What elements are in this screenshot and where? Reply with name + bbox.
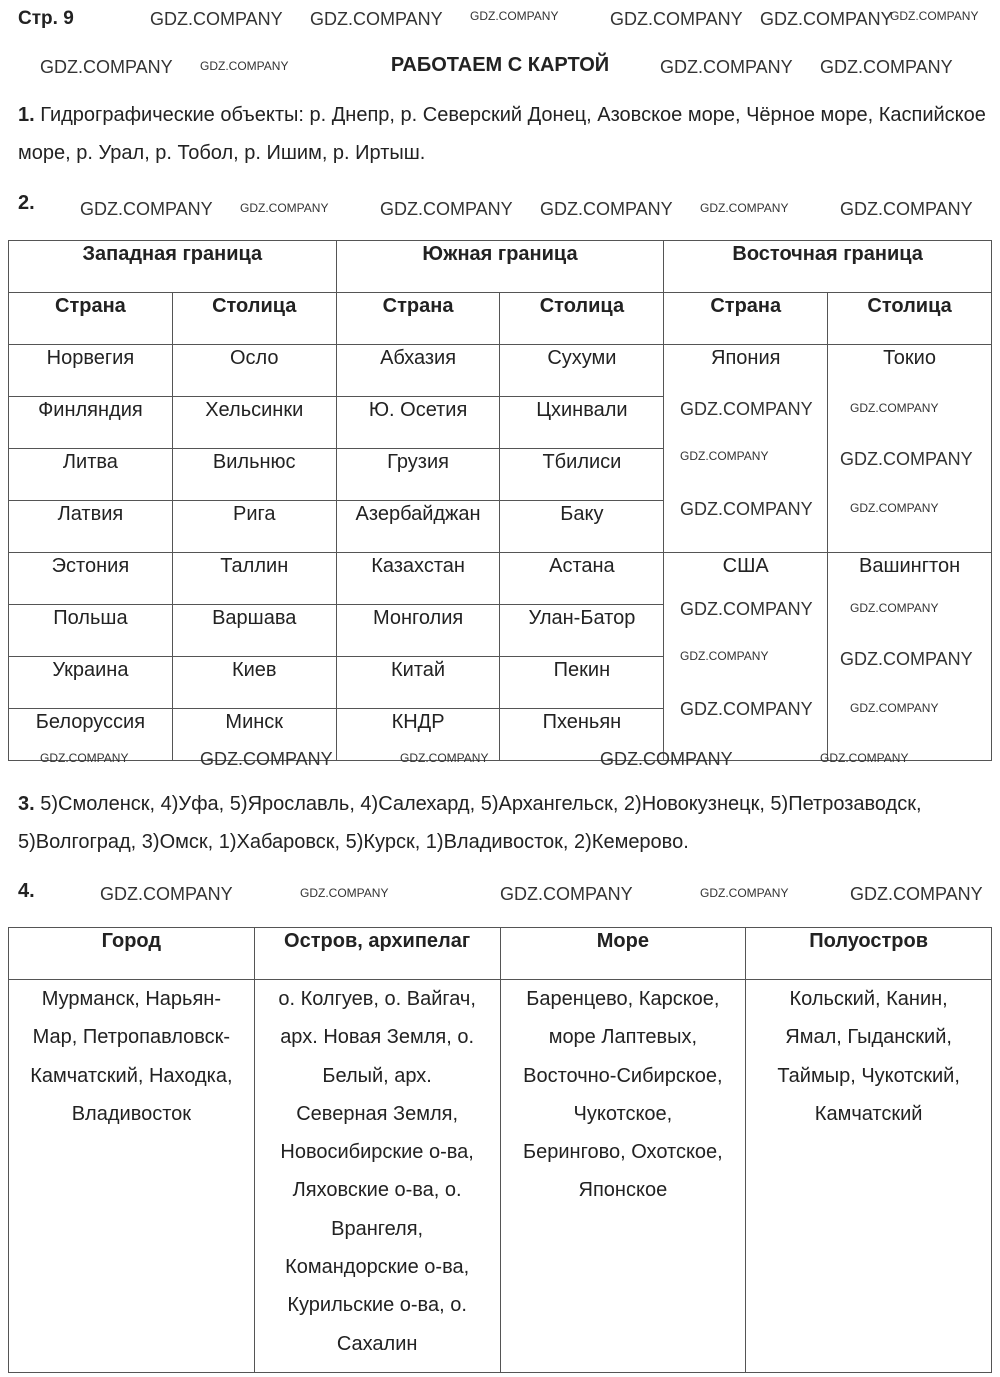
cell-line: Японское [578,1179,668,1202]
seas-cell [500,980,746,1373]
header-west: Западная граница [9,241,337,293]
country-cell: Литва [9,449,173,501]
country-cell: Монголия [336,605,500,657]
country-cell: Польша [9,605,173,657]
capital-cell: Пекин [500,657,664,709]
cell-line: Баренцево, Карское, [526,988,720,1010]
task-4-label: 4. [18,880,35,902]
task-3-text: 5)Смоленск, 4)Уфа, 5)Ярославль, 4)Салехард, 5)Архангельск, 2)Новокузнецк, 5)Петрозаводск, 5)Волгоград, 3)Омск, 1)Хабаровск, 5)Курск, 1)Владивосток, 2)Кемерово. [18,793,922,853]
task-1 [18,96,988,172]
cell-line: арх. Новая Земля, о. [280,1026,475,1049]
watermark: GDZ.COMPANY [380,199,513,219]
country-cell: Ю. Осетия [336,397,500,449]
cell-line: Мар, Петропавловск- [32,1026,231,1049]
borders-table [8,240,992,761]
country-cell: Финляндия [9,397,173,449]
watermark: GDZ.COMPANY [680,599,813,619]
country-cell: Азербайджан [336,501,500,553]
cell-line: Новосибирские о-ва, [280,1141,474,1164]
capital-cell: Осло [172,345,336,397]
capital-cell: Таллин [172,553,336,605]
country-cell: КНДР [336,709,500,761]
watermark: GDZ.COMPANY [40,751,129,765]
capital-cell: Тбилиси [500,449,664,501]
watermark: GDZ.COMPANY [820,751,909,765]
watermark: GDZ.COMPANY [80,199,213,219]
watermark: GDZ.COMPANY [850,601,939,615]
cell-line: море Лаптевых, [548,1026,698,1049]
page-number: Стр. 9 [18,8,74,29]
country-cell: Латвия [9,501,173,553]
watermark: GDZ.COMPANY [680,699,813,719]
cell-line: Ямал, Гыданский, [785,1026,952,1049]
capital-cell: Рига [172,501,336,553]
watermark: GDZ.COMPANY [700,886,789,900]
capital-cell: Варшава [172,605,336,657]
country-cell: США [664,553,828,761]
watermark: GDZ.COMPANY [680,449,769,463]
watermark: GDZ.COMPANY [100,884,233,904]
table-row [9,345,992,397]
task-3-number: 3. [18,793,35,815]
watermark: GDZ.COMPANY [40,57,173,77]
watermark: GDZ.COMPANY [840,649,973,669]
watermark: GDZ.COMPANY [840,199,973,219]
country-cell: Япония [664,345,828,553]
watermark: GDZ.COMPANY [240,201,329,215]
watermark: GDZ.COMPANY [500,884,633,904]
capital-cell: Астана [500,553,664,605]
watermark: GDZ.COMPANY [600,749,733,769]
watermark: GDZ.COMPANY [850,501,939,515]
watermark: GDZ.COMPANY [400,751,489,765]
header-city: Город [9,928,255,980]
capital-cell: Вашингтон [828,553,992,761]
watermark: GDZ.COMPANY [680,399,813,419]
watermark: GDZ.COMPANY [470,9,559,23]
task-1-text: Гидрографические объекты: р. Днепр, р. Северский Донец, Азовское море, Чёрное море, Каспийское море, р. Урал, р. Тобол, р. Ишим, р. Иртыш. [18,104,986,164]
subheader-capital: Столица [172,293,336,345]
watermark: GDZ.COMPANY [150,9,283,29]
watermark: GDZ.COMPANY [840,449,973,469]
header-sea: Море [500,928,746,980]
capital-cell: Вильнюс [172,449,336,501]
watermark: GDZ.COMPANY [660,57,793,77]
capital-cell: Киев [172,657,336,709]
watermark: GDZ.COMPANY [760,9,893,29]
cell-line: Таймыр, Чукотский, [777,1064,960,1087]
header-south: Южная граница [336,241,664,293]
cell-line: Чукотское, [573,1102,673,1125]
cell-line: Ляховские о-ва, о. [292,1179,462,1202]
watermark: GDZ.COMPANY [310,9,443,29]
watermark: GDZ.COMPANY [680,649,769,663]
capital-cell: Пхеньян [500,709,664,761]
geography-objects-table [8,927,992,1373]
watermark: GDZ.COMPANY [820,57,953,77]
watermark: GDZ.COMPANY [540,199,673,219]
cell-line: Командорские о-ва, [285,1256,470,1279]
subheader-capital: Столица [828,293,992,345]
header-peninsula: Полуостров [746,928,992,980]
cell-line: Восточно-Сибирское, [523,1064,723,1087]
task-4-number [18,872,58,910]
cell-line: Кольский, Канин, [789,988,948,1010]
country-cell: Эстония [9,553,173,605]
country-cell: Абхазия [336,345,500,397]
header-island: Остров, архипелаг [254,928,500,980]
subheader-country: Страна [336,293,500,345]
cell-line: Берингово, Охотское, [523,1141,723,1164]
capital-cell: Минск [172,709,336,761]
peninsulas-cell [746,980,992,1373]
capital-cell: Токио [828,345,992,553]
header-east: Восточная граница [664,241,992,293]
cell-line: Врангеля, [331,1217,424,1240]
country-cell: Китай [336,657,500,709]
country-cell: Норвегия [9,345,173,397]
country-cell: Белоруссия [9,709,173,761]
watermark: GDZ.COMPANY [850,401,939,415]
capital-cell: Сухуми [500,345,664,397]
watermark: GDZ.COMPANY [700,201,789,215]
watermark: GDZ.COMPANY [890,9,979,23]
watermark: GDZ.COMPANY [850,701,939,715]
watermark: GDZ.COMPANY [200,749,333,769]
capital-cell: Хельсинки [172,397,336,449]
watermark: GDZ.COMPANY [300,886,389,900]
country-cell: Грузия [336,449,500,501]
capital-cell: Баку [500,501,664,553]
task-1-number: 1. [18,104,35,126]
watermark: GDZ.COMPANY [200,59,289,73]
table-row [9,553,992,605]
country-cell: Казахстан [336,553,500,605]
cell-line: Камчатский, Находка, [30,1064,233,1087]
capital-cell: Улан-Батор [500,605,664,657]
watermark: GDZ.COMPANY [610,9,743,29]
subheader-capital: Столица [500,293,664,345]
cell-line: Камчатский [814,1102,923,1125]
country-cell: Украина [9,657,173,709]
cell-line: Белый, арх. [322,1064,432,1087]
watermark: GDZ.COMPANY [680,499,813,519]
task-2-number [18,184,58,222]
cell-line: о. Колгуев, о. Вайгач, [278,988,476,1010]
cell-line: Владивосток [71,1102,192,1125]
subheader-country: Страна [9,293,173,345]
islands-cell [254,980,500,1373]
watermark: GDZ.COMPANY [850,884,983,904]
cell-line: Сахалин [336,1332,418,1355]
task-2-label: 2. [18,192,35,214]
subheader-country: Страна [664,293,828,345]
cell-line: Мурманск, Нарьян- [41,988,221,1010]
cities-cell [9,980,255,1373]
page-title: РАБОТАЕМ С КАРТОЙ [390,54,610,76]
capital-cell: Цхинвали [500,397,664,449]
task-3 [18,785,988,861]
cell-line: Северная Земля, [296,1102,459,1125]
cell-line: Курильские о-ва, о. [287,1294,467,1317]
